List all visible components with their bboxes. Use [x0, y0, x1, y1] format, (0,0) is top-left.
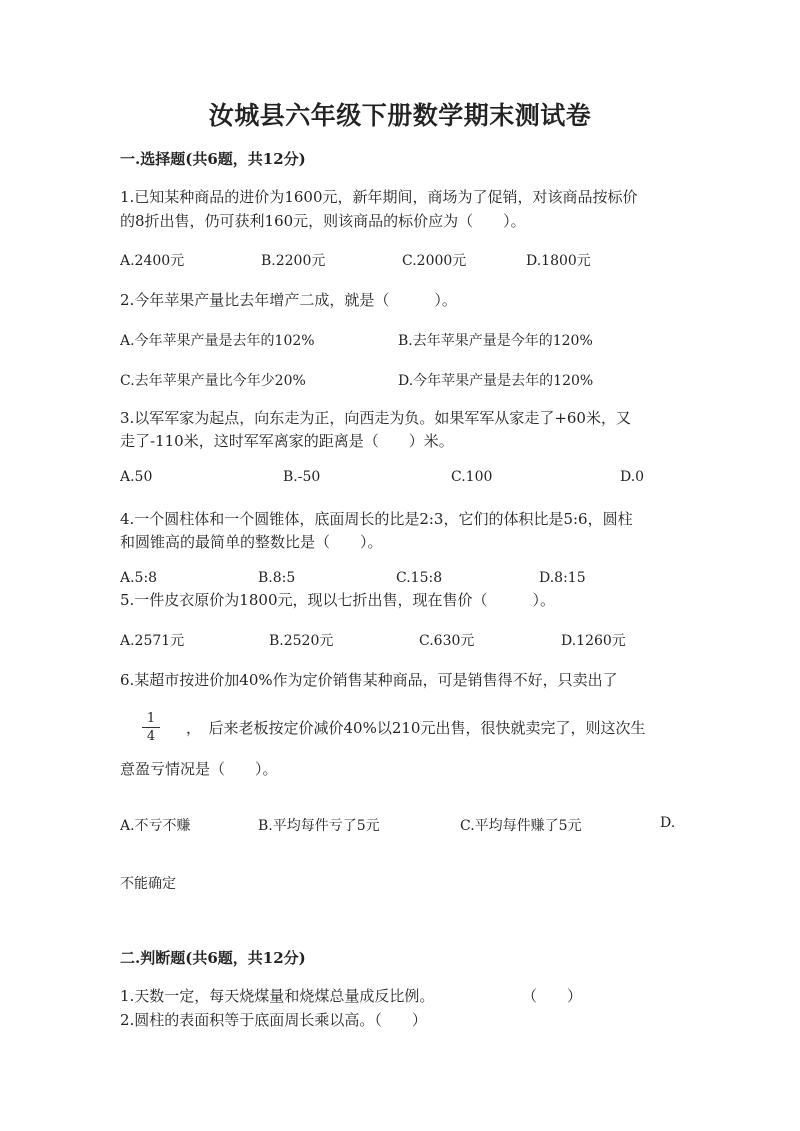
- section-heading-judgement: 二.判断题(共6题，共12分): [120, 949, 306, 967]
- question-5-line-1: 5.一件皮衣原价为1800元，现以七折出售，现在售价（ ）。: [120, 591, 555, 609]
- question-4-option-c: C.15:8: [396, 570, 443, 586]
- fraction-bar: [142, 727, 160, 728]
- judgement-question-1: 1.天数一定，每天烧煤量和烧煤总量成反比例。: [120, 987, 435, 1005]
- question-6-option-c: C.平均每件赚了5元: [460, 818, 582, 834]
- question-3-option-a: A.50: [120, 469, 153, 485]
- fraction-numerator: 1: [146, 711, 156, 726]
- question-2-option-d: D.今年苹果产量是去年的120%: [398, 373, 594, 389]
- fraction-one-quarter: [140, 711, 162, 744]
- question-5-option-b: B.2520元: [269, 633, 334, 649]
- question-4-option-b: B.8:5: [258, 570, 296, 586]
- question-6-option-d-text: 不能确定: [120, 876, 176, 892]
- question-6-line-1: 6.某超市按进价加40%作为定价销售某种商品，可是销售得不好，只卖出了: [120, 671, 618, 689]
- question-5-option-c: C.630元: [419, 633, 475, 649]
- question-4-option-a: A.5:8: [120, 570, 158, 586]
- question-3-line-2: 走了-110米，这时军军离家的距离是（ ）米。: [120, 432, 454, 450]
- fraction-denominator: 4: [146, 729, 156, 744]
- question-6-line-3: 意盈亏情况是（ ）。: [120, 760, 278, 778]
- question-1-line-1: 1.已知某种商品的进价为1600元，新年期间，商场为了促销，对该商品按标价: [120, 188, 638, 206]
- question-4-line-1: 4.一个圆柱体和一个圆锥体，底面周长的比是2:3，它们的体积比是5:6，圆柱: [120, 510, 633, 528]
- question-1-option-a: A.2400元: [120, 253, 185, 269]
- question-6-option-b: B.平均每件亏了5元: [258, 818, 380, 834]
- question-3-option-b: B.-50: [283, 469, 321, 485]
- question-3-option-c: C.100: [451, 469, 493, 485]
- question-2-line-1: 2.今年苹果产量比去年增产二成，就是（ ）。: [120, 291, 457, 309]
- question-1-line-2: 的8折出售，仍可获利160元，则该商品的标价应为（ ）。: [120, 212, 526, 230]
- judgement-question-2: 2.圆柱的表面积等于底面周长乘以高。（ ）: [120, 1011, 427, 1029]
- question-3-line-1: 3.以军军家为起点，向东走为正，向西走为负。如果军军从家走了+60米，又: [120, 409, 631, 427]
- question-1-option-b: B.2200元: [261, 253, 326, 269]
- question-1-option-c: C.2000元: [402, 253, 467, 269]
- question-2-option-c: C.去年苹果产量比今年少20%: [120, 373, 306, 389]
- question-3-option-d: D.0: [620, 469, 645, 485]
- question-5-option-d: D.1260元: [561, 633, 626, 649]
- question-6-option-a: A.不亏不赚: [120, 818, 191, 834]
- question-4-line-2: 和圆锥高的最简单的整数比是（ ）。: [120, 533, 383, 551]
- section-heading-choice: 一.选择题(共6题，共12分): [120, 150, 306, 168]
- question-6-line-2: ， 后来老板按定价减价40%以210元出售，很快就卖完了，则这次生: [186, 719, 646, 737]
- question-2-option-b: B.去年苹果产量是今年的120%: [398, 333, 593, 349]
- judgement-question-1-answer-blank: （ ）: [522, 987, 583, 1005]
- page-title: 汝城县六年级下册数学期末测试卷: [208, 101, 592, 130]
- question-2-option-a: A.今年苹果产量是去年的102%: [120, 333, 315, 349]
- question-1-option-d: D.1800元: [526, 253, 591, 269]
- question-4-option-d: D.8:15: [539, 570, 586, 586]
- question-5-option-a: A.2571元: [120, 633, 185, 649]
- question-6-option-d: D.: [660, 815, 676, 831]
